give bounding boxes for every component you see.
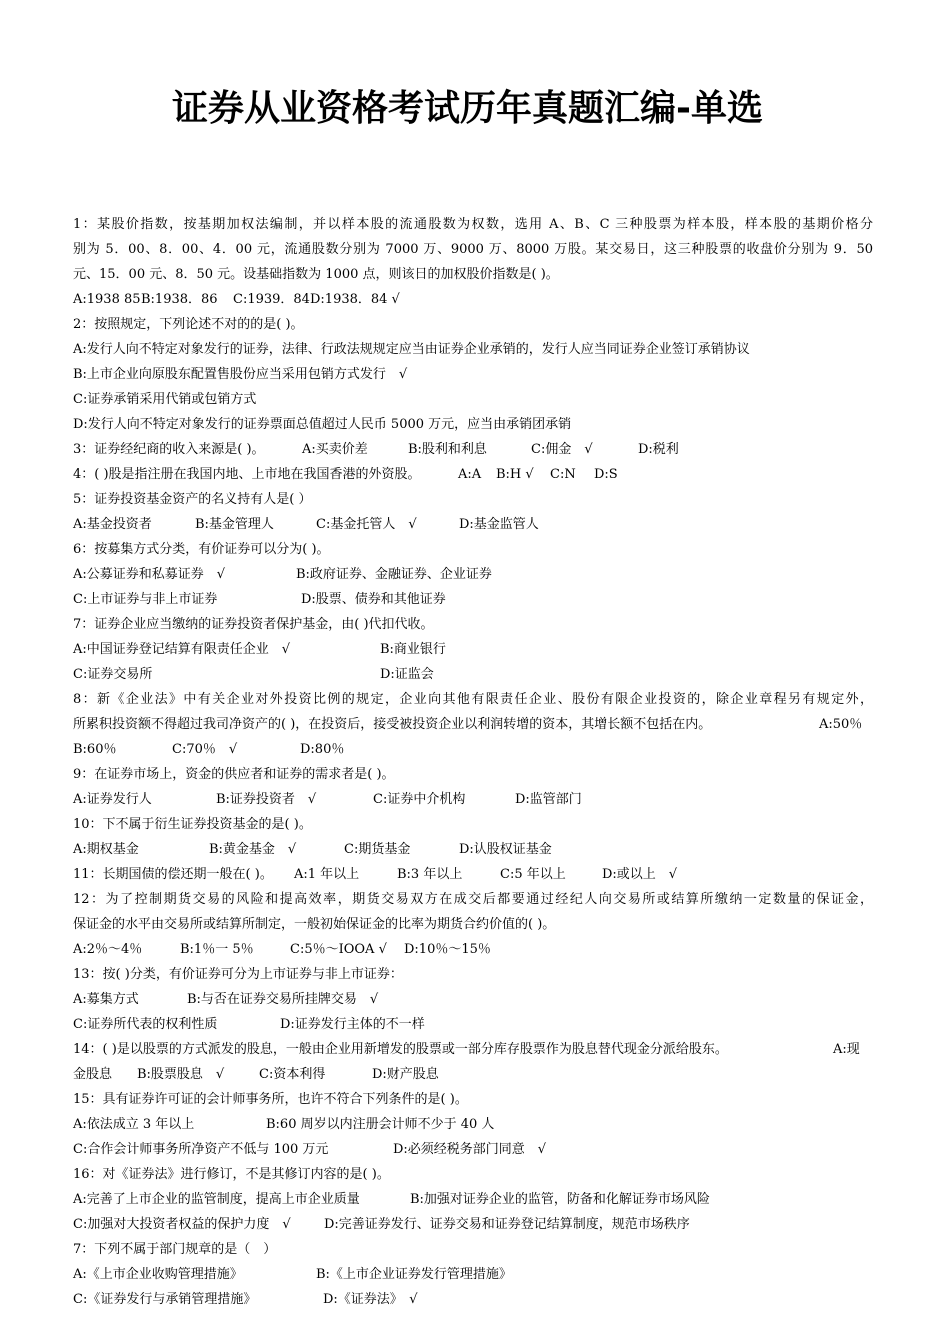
answer-option: C:资本利得 <box>259 1067 326 1082</box>
text-line <box>73 787 873 812</box>
line-segment: B:60％ <box>73 742 117 757</box>
text-line <box>73 437 873 462</box>
answer-option: D:税利 <box>638 442 679 457</box>
answer-option: D:10％～15％ <box>404 942 491 957</box>
answer-option: D:80％ <box>300 742 345 757</box>
line-segment: C:合作会计师事务所净资产不低与 100 万元 <box>73 1142 329 1157</box>
text-line <box>73 937 873 962</box>
text-line <box>73 562 873 587</box>
answer-option: C:证券中介机构 <box>373 792 466 807</box>
text-line: 6：按募集方式分类，有价证券可以分为( )。 <box>73 542 330 557</box>
text-line: 12：为了控制期货交易的风险和提高效率，期货交易双方在成交后都要通过经纪人向交易所或结算所缴纳一定数量的保证金， <box>73 892 873 907</box>
text-line: 13：按( )分类，有价证券可分为上市证券与非上市证券： <box>73 967 403 982</box>
text-line <box>73 1212 873 1237</box>
text-line: 2：按照规定，下列论述不对的的是( )。 <box>73 317 304 332</box>
text-line: 8：新《企业法》中有关企业对外投资比例的规定，企业向其他有限责任企业、股份有限企业投资的，除企业章程另有规定外， <box>73 692 873 707</box>
line-segment: A:《上市企业收购管理措施》 <box>73 1267 243 1282</box>
answer-option: B:证券投资者 √ <box>216 792 317 807</box>
text-line: 9：在证券市场上，资金的供应者和证券的需求者是( )。 <box>73 767 395 782</box>
answer-option: A:50％ <box>819 717 863 732</box>
line-segment: A:证券发行人 <box>73 792 152 807</box>
answer-option: A:买卖价差 <box>302 442 368 457</box>
line-segment: A:依法成立 3 年以上 <box>73 1117 195 1132</box>
text-line: 5：证券投资基金资产的名义持有人是( ） <box>73 492 312 507</box>
text-line <box>73 1262 873 1287</box>
answer-option: D:1938．84 √ <box>310 292 400 307</box>
line-segment: A:中国证券登记结算有限责任企业 √ <box>73 642 291 657</box>
text-line <box>73 512 873 537</box>
text-line <box>73 862 873 887</box>
answer-option: A:A <box>458 467 482 482</box>
line-segment: C:上市证券与非上市证券 <box>73 592 218 607</box>
line-segment: C:证券交易所 <box>73 667 153 682</box>
answer-option: C:5 年以上 <box>500 867 566 882</box>
answer-option: D:或以上 √ <box>602 867 678 882</box>
line-segment: 11：长期国债的偿还期一般在( )。 <box>73 867 273 882</box>
text-line <box>73 1012 873 1037</box>
answer-option: B:3 年以上 <box>397 867 463 882</box>
answer-option: B:《上市企业证券发行管理措施》 <box>316 1267 512 1282</box>
text-line: B:上市企业向原股东配置售股份应当采用包销方式发行 √ <box>73 367 408 382</box>
answer-option: D:股票、债券和其他证券 <box>301 592 446 607</box>
text-line <box>73 462 873 487</box>
answer-option: C:佣金 √ <box>531 442 593 457</box>
text-line <box>73 712 873 737</box>
text-line: 7：下列不属于部门规章的是（ ） <box>73 1242 277 1257</box>
answer-option: C:70％ √ <box>172 742 238 757</box>
text-line: D:发行人向不特定对象发行的证券票面总值超过人民币 5000 万元，应当由承销团承销 <box>73 417 572 432</box>
answer-option: C:1939．84 <box>233 292 310 307</box>
answer-option: C:N <box>550 467 576 482</box>
text-line: 16：对《证券法》进行修订，不是其修订内容的是( )。 <box>73 1167 390 1182</box>
text-line: 7：证券企业应当缴纳的证券投资者保护基金，由( )代扣代收。 <box>73 617 434 632</box>
line-segment: A:完善了上市企业的监管制度，提高上市企业质量 <box>73 1192 360 1207</box>
answer-option: C:5％～IOOA √ <box>290 942 387 957</box>
line-segment: C:《证券发行与承销管理措施》 <box>73 1292 257 1307</box>
text-line: 10：下不属于衍生证券投资基金的是( )。 <box>73 817 312 832</box>
text-line <box>73 1137 873 1162</box>
answer-option: D:基金监管人 <box>459 517 539 532</box>
text-line <box>73 1187 873 1212</box>
answer-option: D:认股权证基金 <box>459 842 552 857</box>
answer-option: B:股利和利息 <box>408 442 487 457</box>
answer-option: D:必须经税务部门同意 √ <box>393 1142 547 1157</box>
line-segment: 14：( )是以股票的方式派发的股息，一般由企业用新增发的股票或一部分库存股票作为股息替代现金分派给股东。 <box>73 1042 728 1057</box>
text-line <box>73 1287 873 1312</box>
text-line: 15：具有证券许可证的会计师事务所，也许不符合下列条件的是( )。 <box>73 1092 468 1107</box>
answer-option: B:黄金基金 √ <box>209 842 297 857</box>
answer-option: B:1938．86 <box>141 292 218 307</box>
text-line: C:证券承销采用代销或包销方式 <box>73 392 257 407</box>
answer-option: D:监管部门 <box>515 792 582 807</box>
answer-option: B:60 周岁以内注册会计师不少于 40 人 <box>266 1117 495 1132</box>
answer-option: B:政府证券、金融证券、企业证券 <box>296 567 492 582</box>
answer-option: D:《证券法》 √ <box>323 1292 418 1307</box>
text-line <box>73 1112 873 1137</box>
document-body <box>73 212 873 1312</box>
answer-option: D:S <box>594 467 618 482</box>
line-segment: A:募集方式 <box>73 992 139 1007</box>
text-line: 1：某股价指数，按基期加权法编制，并以样本股的流通股数为权数，选用 A、B、C 三种股票为样本股，样本股的基期价格分 <box>73 217 873 232</box>
text-line <box>73 1037 873 1062</box>
answer-option: B:1％一 5％ <box>180 942 254 957</box>
line-segment: A:1938 85 <box>73 292 141 307</box>
answer-option: B:基金管理人 <box>195 517 274 532</box>
line-segment: 4：( )股是指注册在我国内地、上市地在我国香港的外资股。 <box>73 467 421 482</box>
answer-option: B:H √ <box>496 467 534 482</box>
answer-option: A:1 年以上 <box>294 867 360 882</box>
text-line <box>73 587 873 612</box>
text-line <box>73 737 873 762</box>
line-segment: A:2％～4％ <box>73 942 143 957</box>
text-line: 元、15．00 元、8．50 元。设基础指数为 1000 点，则该日的加权股价指数是( )。 <box>73 267 559 282</box>
answer-option: B:商业银行 <box>380 642 446 657</box>
text-line <box>73 987 873 1012</box>
line-segment: A:公募证券和私募证券 √ <box>73 567 226 582</box>
line-segment: A:基金投资者 <box>73 517 152 532</box>
answer-option: C:期货基金 <box>344 842 411 857</box>
text-line <box>73 837 873 862</box>
line-segment: A:期权基金 <box>73 842 139 857</box>
answer-option: A:现 <box>833 1042 860 1057</box>
answer-option: B:加强对证券企业的监管，防备和化解证券市场风险 <box>410 1192 710 1207</box>
answer-option: B:与否在证券交易所挂牌交易 √ <box>187 992 379 1007</box>
text-line: 别为 5．00、8．00、4．00 元，流通股数分别为 7000 万、9000 万、8000 万股。某交易日，这三种股票的收盘价分别为 9．50 <box>73 242 873 257</box>
line-segment: 金股息 <box>73 1067 113 1082</box>
line-segment: 3：证券经纪商的收入来源是( )。 <box>73 442 265 457</box>
line-segment: 所累积投资额不得超过我司净资产的( )，在投资后，接受被投资企业以利润转增的资本，其增长额不包括在内。 <box>73 717 712 732</box>
text-line <box>73 662 873 687</box>
answer-option: C:基金托管人 √ <box>316 517 417 532</box>
answer-option: D:证监会 <box>380 667 434 682</box>
text-line <box>73 637 873 662</box>
document-title: 证券从业资格考试历年真题汇编-单选 <box>172 88 763 129</box>
answer-option: D:财产股息 <box>372 1067 439 1082</box>
text-line: A:发行人向不特定对象发行的证券，法律、行政法规规定应当由证券企业承销的，发行人应当同证券企业签订承销协议 <box>73 342 750 357</box>
answer-option: D:证券发行主体的不一样 <box>280 1017 425 1032</box>
line-segment: C:加强对大投资者权益的保护力度 √ <box>73 1217 291 1232</box>
text-line <box>73 1062 873 1087</box>
line-segment: C:证券所代表的权利性质 <box>73 1017 218 1032</box>
answer-option: B:股票股息 √ <box>137 1067 225 1082</box>
text-line: 保证金的水平由交易所或结算所制定，一般初始保证金的比率为期货合约价值的( )。 <box>73 917 556 932</box>
answer-option: D:完善证券发行、证券交易和证券登记结算制度，规范市场秩序 <box>324 1217 690 1232</box>
text-line <box>73 287 873 312</box>
